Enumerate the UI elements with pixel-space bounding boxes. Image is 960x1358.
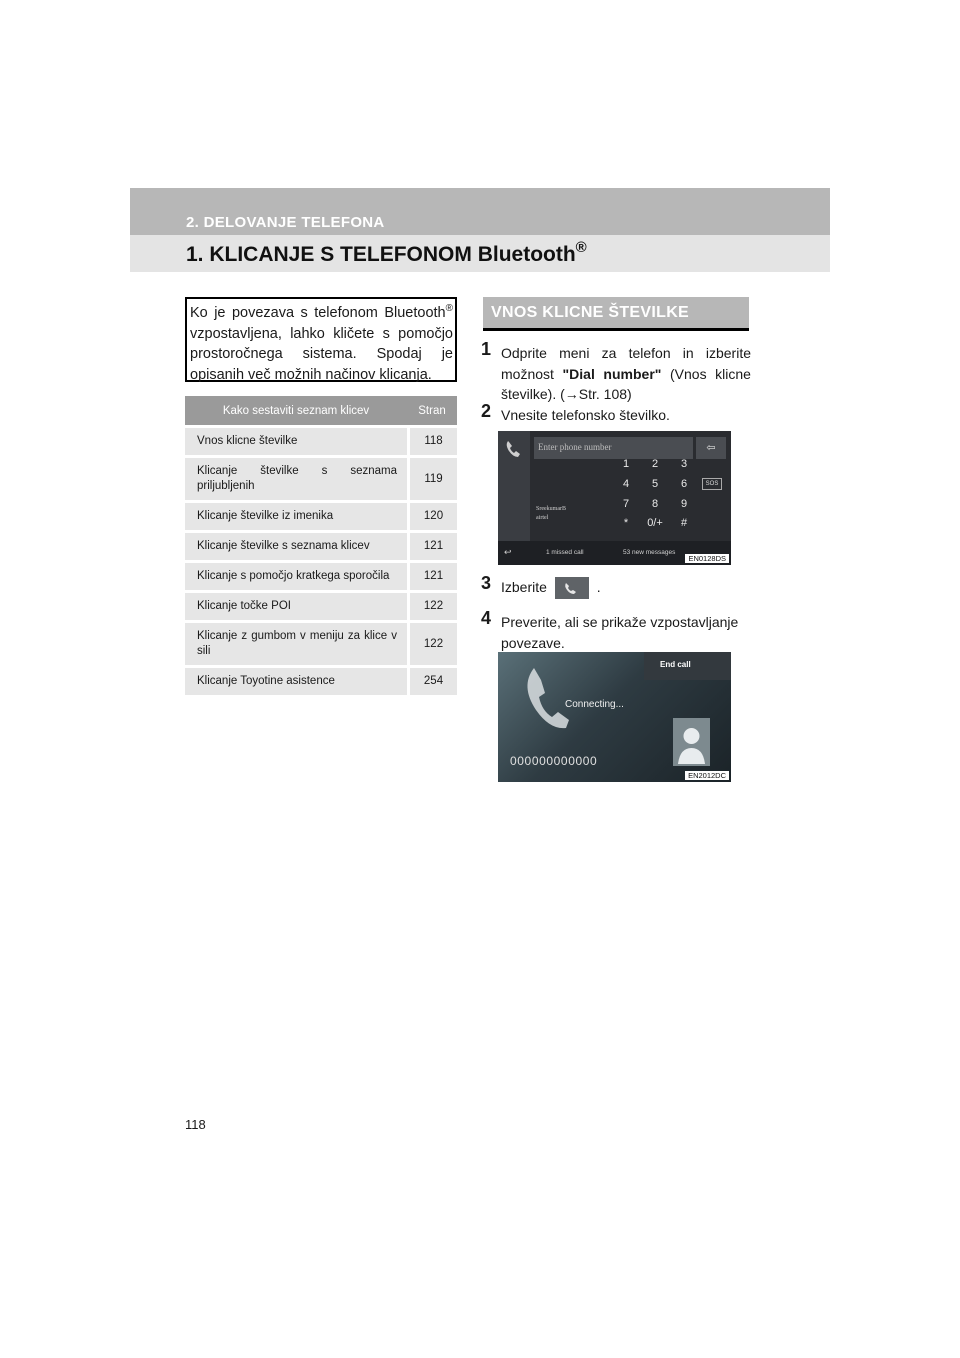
step-2	[481, 401, 751, 426]
row-page: 121	[423, 570, 444, 582]
table-row	[185, 530, 457, 560]
key-8[interactable]: 8	[651, 498, 659, 510]
step-text-start: Izberite	[501, 579, 547, 595]
key-0-plus[interactable]: 0/+	[647, 517, 663, 529]
key-1[interactable]: 1	[622, 458, 630, 470]
table-header	[185, 396, 457, 425]
section-heading	[483, 297, 749, 331]
dialed-number: 000000000000	[510, 754, 598, 768]
step-text: Vnesite telefonsko številko.	[501, 407, 670, 423]
row-page: 122	[423, 637, 444, 650]
carrier-name: airtel	[536, 515, 549, 521]
table-row	[185, 620, 457, 665]
dial-number-label: "Dial number"	[562, 365, 662, 382]
step-3	[481, 573, 751, 599]
end-call-button[interactable]	[644, 652, 731, 680]
image-code: EN0128DS	[685, 554, 729, 563]
key-2[interactable]: 2	[651, 458, 659, 470]
row-label: Vnos klicne številke	[185, 428, 410, 455]
end-call-label: End call	[660, 660, 691, 669]
page-number: 118	[185, 1117, 206, 1132]
table-row	[185, 665, 457, 695]
back-icon[interactable]: ↩	[504, 547, 512, 557]
new-messages-label: 53 new messages	[623, 549, 676, 556]
row-label: Klicanje številke s seznama priljubljenih	[185, 458, 410, 500]
chapter-title	[186, 239, 587, 267]
step-text-end: (Vnos klicne številke). (→Str. 108)	[501, 365, 751, 402]
step-text-start: Odprite meni za telefon in izberite možnost	[501, 345, 751, 382]
table-header-page: Stran	[418, 404, 446, 417]
table-row	[185, 590, 457, 620]
row-page: 120	[423, 510, 444, 522]
phone-icon	[498, 431, 530, 471]
row-page: 118	[424, 435, 443, 447]
contact-info	[536, 505, 566, 523]
connecting-screenshot	[498, 652, 731, 782]
image-code: EN2012DC	[685, 771, 729, 780]
key-star[interactable]: *	[623, 517, 629, 529]
step-number: 3	[481, 573, 492, 593]
step-4	[481, 608, 751, 653]
section-heading-text: VNOS KLICNE ŠTEVILKE	[491, 304, 690, 321]
chapter-title-text: 1. KLICANJE S TELEFONOM Bluetooth	[186, 243, 576, 266]
contact-name: SreekumarB	[536, 506, 566, 512]
intro-text-start: Ko je povezava s telefonom Bluetooth	[190, 305, 446, 321]
intro-registered-mark: ®	[445, 303, 453, 314]
registered-mark: ®	[575, 239, 587, 256]
table-row	[185, 425, 457, 455]
row-label: Klicanje številke s seznama klicev	[185, 533, 410, 560]
row-page: 254	[423, 675, 444, 687]
step-number: 4	[481, 608, 492, 628]
step-text-end: .	[596, 579, 601, 595]
row-page: 119	[424, 472, 443, 485]
key-3[interactable]: 3	[680, 458, 688, 470]
intro-box	[185, 297, 457, 382]
missed-calls-label: 1 missed call	[546, 549, 584, 556]
key-hash[interactable]: #	[680, 517, 688, 529]
dial-pad-screenshot	[498, 431, 731, 565]
table-header-topic: Kako sestaviti seznam klicev	[222, 404, 370, 417]
step-text: Preverite, ali se prikaže vzpostavljanje povezave.	[501, 614, 739, 651]
page-header	[130, 188, 830, 272]
row-label: Klicanje številke iz imenika	[185, 503, 410, 530]
step-text	[501, 343, 751, 405]
table-row	[185, 500, 457, 530]
table-row	[185, 560, 457, 590]
intro-text-end: vzpostavljena, lahko kličete s pomočjo prostoročnega sistema. Spodaj je opisanih več možnih načinov klicanja.	[190, 325, 453, 383]
contents-table	[185, 396, 457, 695]
key-7[interactable]: 7	[622, 498, 630, 510]
row-page: 121	[423, 540, 444, 552]
key-9[interactable]: 9	[680, 498, 688, 510]
backspace-icon[interactable]: ⇦	[696, 437, 726, 459]
table-row	[185, 455, 457, 500]
phone-number-input[interactable]: Enter phone number	[534, 437, 693, 459]
sos-button[interactable]: SOS	[702, 478, 722, 490]
step-text	[501, 577, 751, 599]
row-label: Klicanje z gumbom v meniju za klice v sili	[185, 623, 410, 665]
row-label: Klicanje s pomočjo kratkega sporočila	[185, 563, 410, 590]
key-5[interactable]: 5	[651, 478, 659, 490]
step-number: 1	[481, 339, 492, 359]
key-4[interactable]: 4	[622, 478, 630, 490]
call-button-icon	[555, 577, 589, 599]
handset-icon	[520, 664, 570, 730]
step-1	[481, 339, 751, 405]
section-label: 2. DELOVANJE TELEFONA	[186, 214, 385, 231]
row-label: Klicanje točke POI	[185, 593, 410, 620]
row-page: 122	[423, 600, 444, 612]
connecting-status: Connecting...	[565, 699, 624, 710]
row-label: Klicanje Toyotine asistence	[185, 668, 410, 695]
key-6[interactable]: 6	[680, 478, 688, 490]
step-number: 2	[481, 401, 492, 421]
avatar	[673, 718, 710, 766]
